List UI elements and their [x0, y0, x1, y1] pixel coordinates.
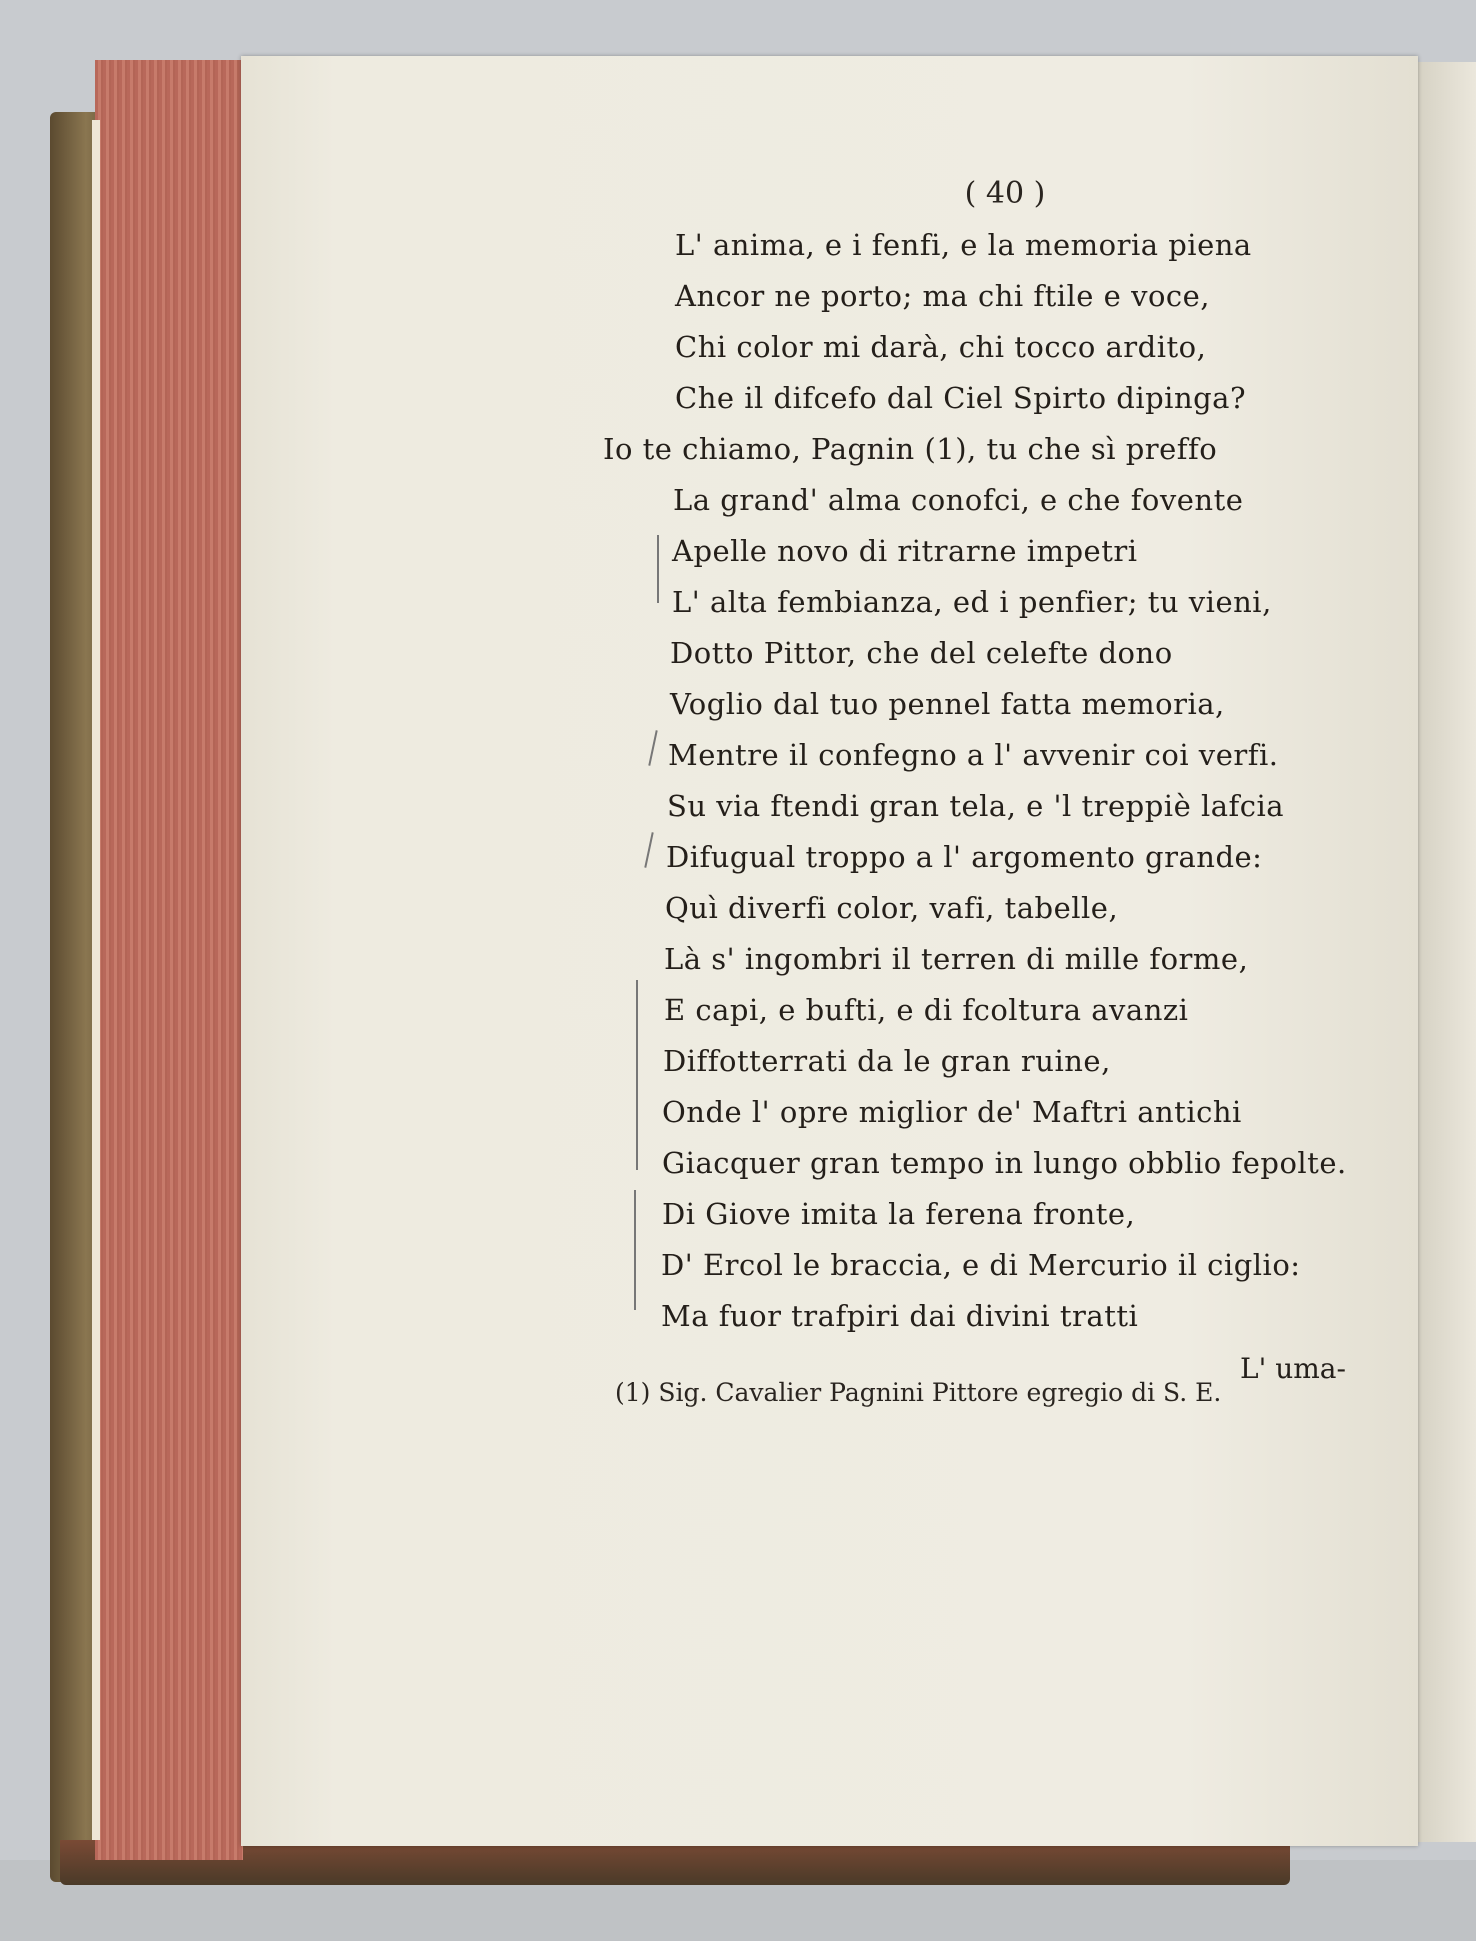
verse-line: Chi color mi darà, chi tocco ardito,	[675, 330, 1207, 364]
verse-line: Voglio dal tuo pennel fatta memoria,	[670, 687, 1225, 721]
verse-line: Di Giove imita la ferena fronte,	[662, 1197, 1136, 1231]
page-fore-edge	[95, 60, 243, 1860]
pencil-margin-mark	[634, 1190, 636, 1310]
verse-line: La grand' alma conofci, e che fovente	[673, 483, 1244, 517]
catchword: L' uma-	[1240, 1352, 1346, 1385]
verse-line: Apelle novo di ritrarne impetri	[672, 534, 1138, 568]
verse-line: L' anima, e i fenfi, e la memoria piena	[675, 228, 1252, 262]
verse-line: Quì diverfi color, vafi, tabelle,	[665, 891, 1119, 925]
verse-line: Io te chiamo, Pagnin (1), tu che sì preffo	[603, 432, 1218, 466]
verse-line: L' alta fembianza, ed i penfier; tu vieni,	[672, 585, 1272, 619]
verse-line: Che il difcefo dal Ciel Spirto dipinga?	[675, 381, 1247, 415]
book-cover-bottom	[60, 1840, 1290, 1885]
pencil-margin-mark	[636, 980, 638, 1170]
verse-line: Su via ftendi gran tela, e 'l treppiè lafcia	[667, 789, 1285, 823]
verse-line: D' Ercol le braccia, e di Mercurio il ciglio:	[661, 1248, 1301, 1282]
verse-line: Ma fuor trafpiri dai divini tratti	[661, 1299, 1139, 1333]
pencil-margin-mark	[657, 535, 659, 603]
page-edge-line	[92, 120, 100, 1840]
facing-page	[1418, 62, 1476, 1842]
verse-line: Là s' ingombri il terren di mille forme,	[664, 942, 1249, 976]
verse-line: Mentre il confegno a l' avvenir coi verfi.	[668, 738, 1279, 772]
verse-line: Onde l' opre miglior de' Maftri antichi	[662, 1095, 1242, 1129]
verse-line: Diffotterrati da le gran ruine,	[663, 1044, 1111, 1078]
footnote: (1) Sig. Cavalier Pagnini Pittore egregio di S. E.	[615, 1378, 1222, 1407]
verse-line: Giacquer gran tempo in lungo obblio fepolte.	[662, 1146, 1347, 1180]
page-number: ( 40 )	[964, 176, 1046, 211]
verse-line: Difugual troppo a l' argomento grande:	[666, 840, 1263, 874]
verse-line: E capi, e bufti, e di fcoltura avanzi	[664, 993, 1189, 1027]
verse-line: Dotto Pittor, che del celefte dono	[670, 636, 1173, 670]
verse-line: Ancor ne porto; ma chi ftile e voce,	[675, 279, 1211, 313]
